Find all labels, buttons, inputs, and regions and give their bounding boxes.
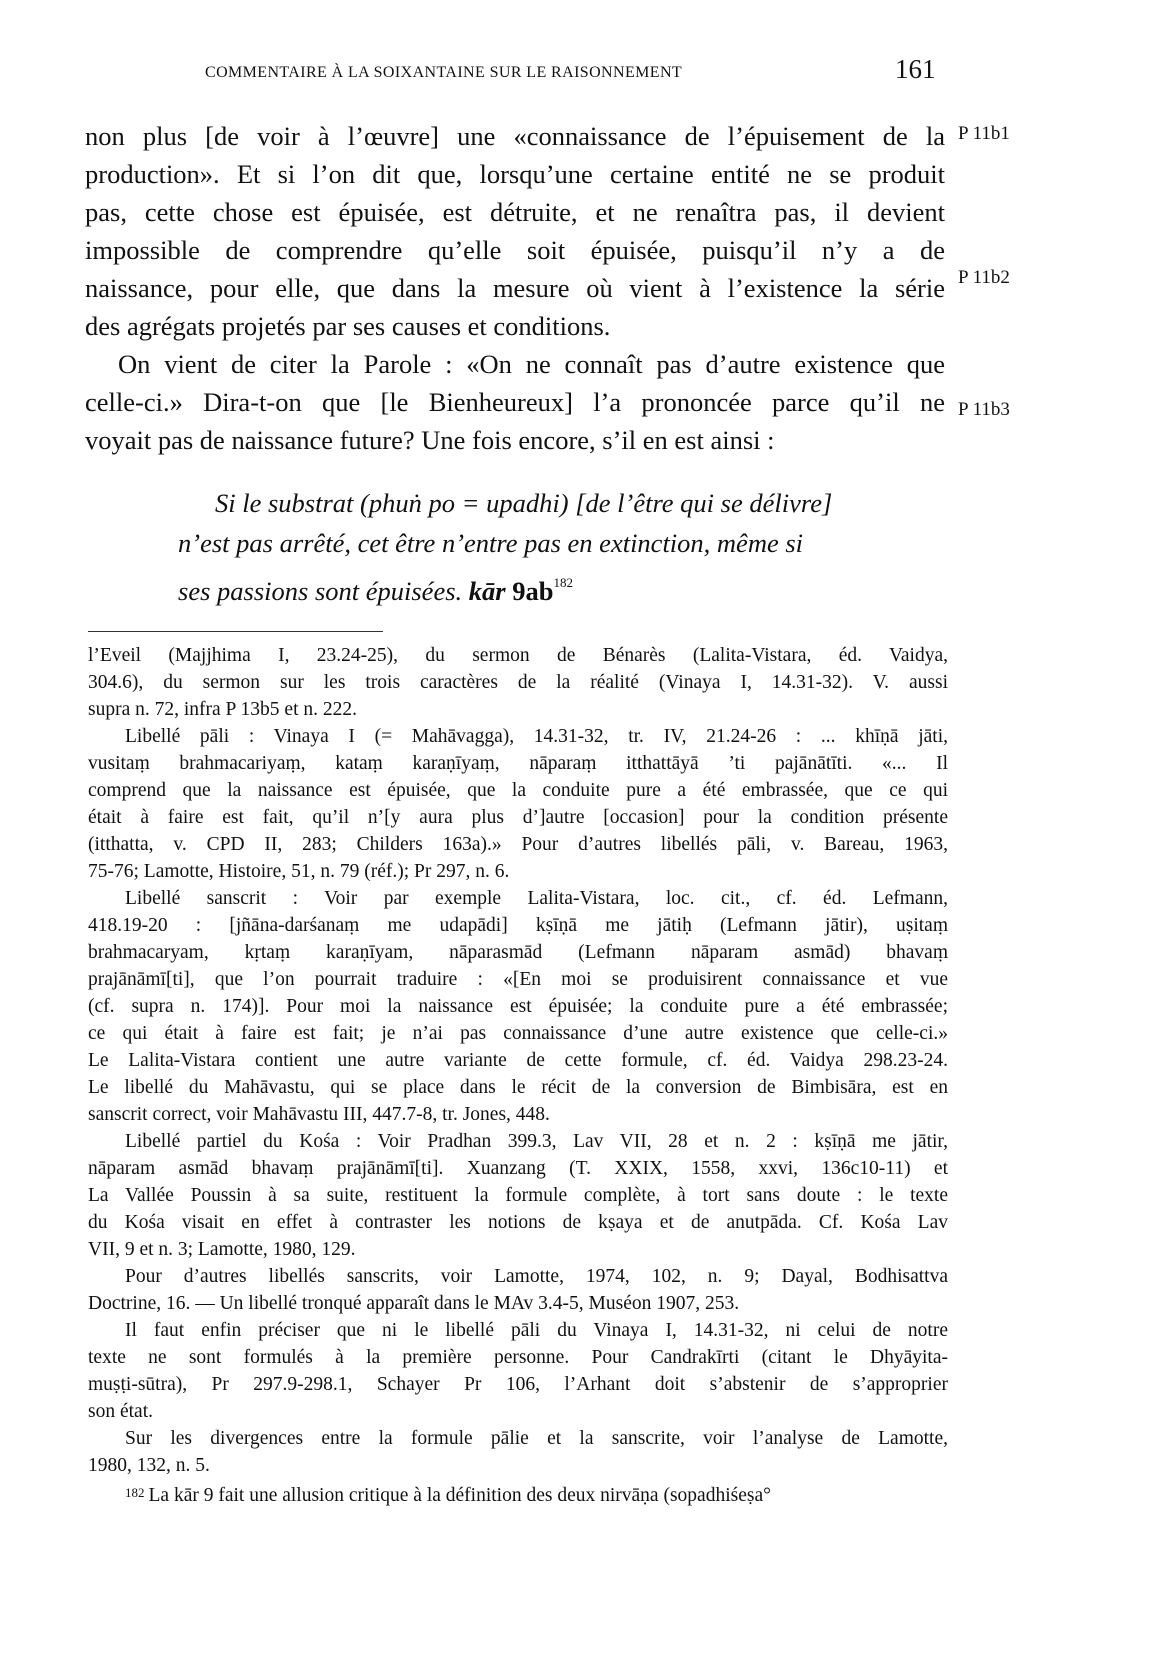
page-number: 161 (895, 54, 936, 84)
main-line: production». Et si l’on dit que, lorsqu’une certaine entité ne se produit (85, 159, 945, 189)
footnote-line: Libellé pāli : Vinaya I (= Mahāvagga), 14.31-32, tr. IV, 21.24-26 : ... khīṇā jāti, (125, 726, 948, 747)
main-text (85, 117, 945, 459)
main-line: des agrégats projetés par ses causes et conditions. (85, 311, 611, 341)
footnote-line: Le Lalita-Vistara contient une autre variante de cette formule, cf. éd. Vaidya 298.23-24. (88, 1050, 948, 1071)
footnote-ref-182: 182 (553, 575, 573, 590)
footnote-line: brahmacaryam, kṛtaṃ karaṇīyam, nāparasmād (Lefmann nāparam asmād) bhavaṃ (88, 942, 948, 963)
footnote-line: 1980, 132, n. 5. (88, 1455, 210, 1476)
footnote-line: du Kośa visait en effet à contraster les notions de kṣaya et de anutpāda. Cf. Kośa Lav (88, 1212, 948, 1233)
footnote-line: prajānāmī[ti], que l’on pourrait traduire : «[En moi se produisirent connaissance et vue (88, 969, 948, 990)
footnote-number-182: 182 (125, 1485, 145, 1500)
kar-label: kār (468, 576, 506, 606)
footnote-line: (cf. supra n. 174)]. Pour moi la naissance est épuisée; la conduite pure a été embrassée; (88, 996, 948, 1017)
footnote-line: (itthatta, v. CPD II, 283; Childers 163a).» Pour d’autres libellés pāli, v. Bareau, 1963, (88, 834, 948, 855)
running-head: COMMENTAIRE À LA SOIXANTAINE SUR LE RAISONNEMENT (205, 64, 683, 81)
main-line: impossible de comprendre qu’elle soit épuisée, puisqu’il n’y a de (85, 235, 945, 265)
kar-number: 9ab (512, 576, 554, 606)
footnote-line: l’Eveil (Majjhima I, 23.24-25), du sermon de Bénarès (Lalita-Vistara, éd. Vaidya, (88, 645, 948, 666)
footnote-line: supra n. 72, infra P 13b5 et n. 222. (88, 699, 357, 720)
footnote-line: vusitaṃ brahmacariyaṃ, kataṃ karaṇīyaṃ, nāparaṃ itthattāyā ’ti pajānātīti. «... Il (88, 753, 948, 774)
footnote-line: muṣṭi-sūtra), Pr 297.9-298.1, Schayer Pr 106, l’Arhant doit s’abstenir de s’approprier (88, 1374, 948, 1395)
verse-line-1: Si le substrat (phuṅ po = upadhi) [de l’être qui se délivre] (215, 488, 833, 518)
footnote-line: Pour d’autres libellés sanscrits, voir Lamotte, 1974, 102, n. 9; Dayal, Bodhisattva (125, 1266, 948, 1287)
footnote-line: texte ne sont formulés à la première personne. Pour Candrakīrti (citant le Dhyāyita- (88, 1347, 948, 1368)
footnote-line: Libellé partiel du Kośa : Voir Pradhan 399.3, Lav VII, 28 et n. 2 : kṣīṇā me jātir, (125, 1131, 948, 1152)
margin-ref-p11b1: P 11b1 (958, 123, 1010, 144)
footnotes (88, 642, 948, 1506)
footnote-line: 418.19-20 : [jñāna-darśanaṃ me udapādi] kṣīṇā me jātiḥ (Lefmann jātir), uṣitaṃ (88, 915, 948, 936)
footnote-line: Il faut enfin préciser que ni le libellé pāli du Vinaya I, 14.31-32, ni celui de notre (125, 1320, 948, 1341)
footnote-line: La Vallée Poussin à sa suite, restituent la formule complète, à tort sans doute : le texte (88, 1185, 948, 1206)
footnote-line: VII, 9 et n. 3; Lamotte, 1980, 129. (88, 1239, 356, 1260)
main-line: On vient de citer la Parole : «On ne connaît pas d’autre existence que (118, 349, 945, 379)
footnote-line: Libellé sanscrit : Voir par exemple Lalita-Vistara, loc. cit., cf. éd. Lefmann, (125, 888, 948, 909)
footnote-line: Doctrine, 16. — Un libellé tronqué apparaît dans le MAv 3.4-5, Muséon 1907, 253. (88, 1293, 740, 1314)
main-line: non plus [de voir à l’œuvre] une «connaissance de l’épuisement de la (85, 121, 945, 151)
footnote-line: ce qui était à faire est fait; je n’ai pas connaissance d’une autre existence que celle-ci.» (88, 1023, 948, 1044)
verse-line-2: n’est pas arrêté, cet être n’entre pas en extinction, même si (178, 528, 804, 558)
footnote-line: Le libellé du Mahāvastu, qui se place dans le récit de la conversion de Bimbisāra, est en (88, 1077, 948, 1098)
footnote-line: Sur les divergences entre la formule pālie et la sanscrite, voir l’analyse de Lamotte, (125, 1428, 948, 1449)
footnote-line: comprend que la naissance est épuisée, que la conduite pure a été embrassée, que ce qui (88, 780, 948, 801)
footnote-182-text: La kār 9 fait une allusion critique à la définition des deux nirvāṇa (sopadhiśeṣa° (148, 1485, 771, 1506)
karika-verse (178, 483, 898, 606)
footnote-line: 304.6), du sermon sur les trois caractères de la réalité (Vinaya I, 14.31-32). V. aussi (88, 672, 948, 693)
footnote-line: 75-76; Lamotte, Histoire, 51, n. 79 (réf.); Pr 297, n. 6. (88, 861, 510, 882)
page-header (205, 54, 936, 94)
footnote-182 (88, 1479, 948, 1506)
main-line: naissance, pour elle, que dans la mesure où vient à l’existence la série (85, 273, 945, 303)
verse-line-3: ses passions sont épuisées. kār $9ab^{182}$ (178, 575, 573, 606)
main-line: celle-ci.» Dira-t-on que [le Bienheureux] l’a prononcée parce qu’il ne (85, 387, 945, 417)
main-line: voyait pas de naissance future? Une fois encore, s’il en est ainsi : (85, 425, 775, 455)
footnote-line: sanscrit correct, voir Mahāvastu III, 447.7-8, tr. Jones, 448. (88, 1104, 550, 1125)
margin-ref-p11b2: P 11b2 (958, 267, 1010, 288)
margin-ref-p11b3: P 11b3 (958, 399, 1010, 420)
footnote-rule (88, 631, 383, 632)
footnote-line: était à faire est fait, qu’il n’[y aura plus d’]autre [occasion] pour la condition présente (88, 807, 948, 828)
main-line: pas, cette chose est épuisée, est détruite, et ne renaîtra pas, il devient (85, 197, 945, 227)
footnote-line: son état. (88, 1401, 153, 1422)
footnote-line: nāparam asmād bhavaṃ prajānāmī[ti]. Xuanzang (T. XXIX, 1558, xxvi, 136c10-11) et (88, 1158, 948, 1179)
